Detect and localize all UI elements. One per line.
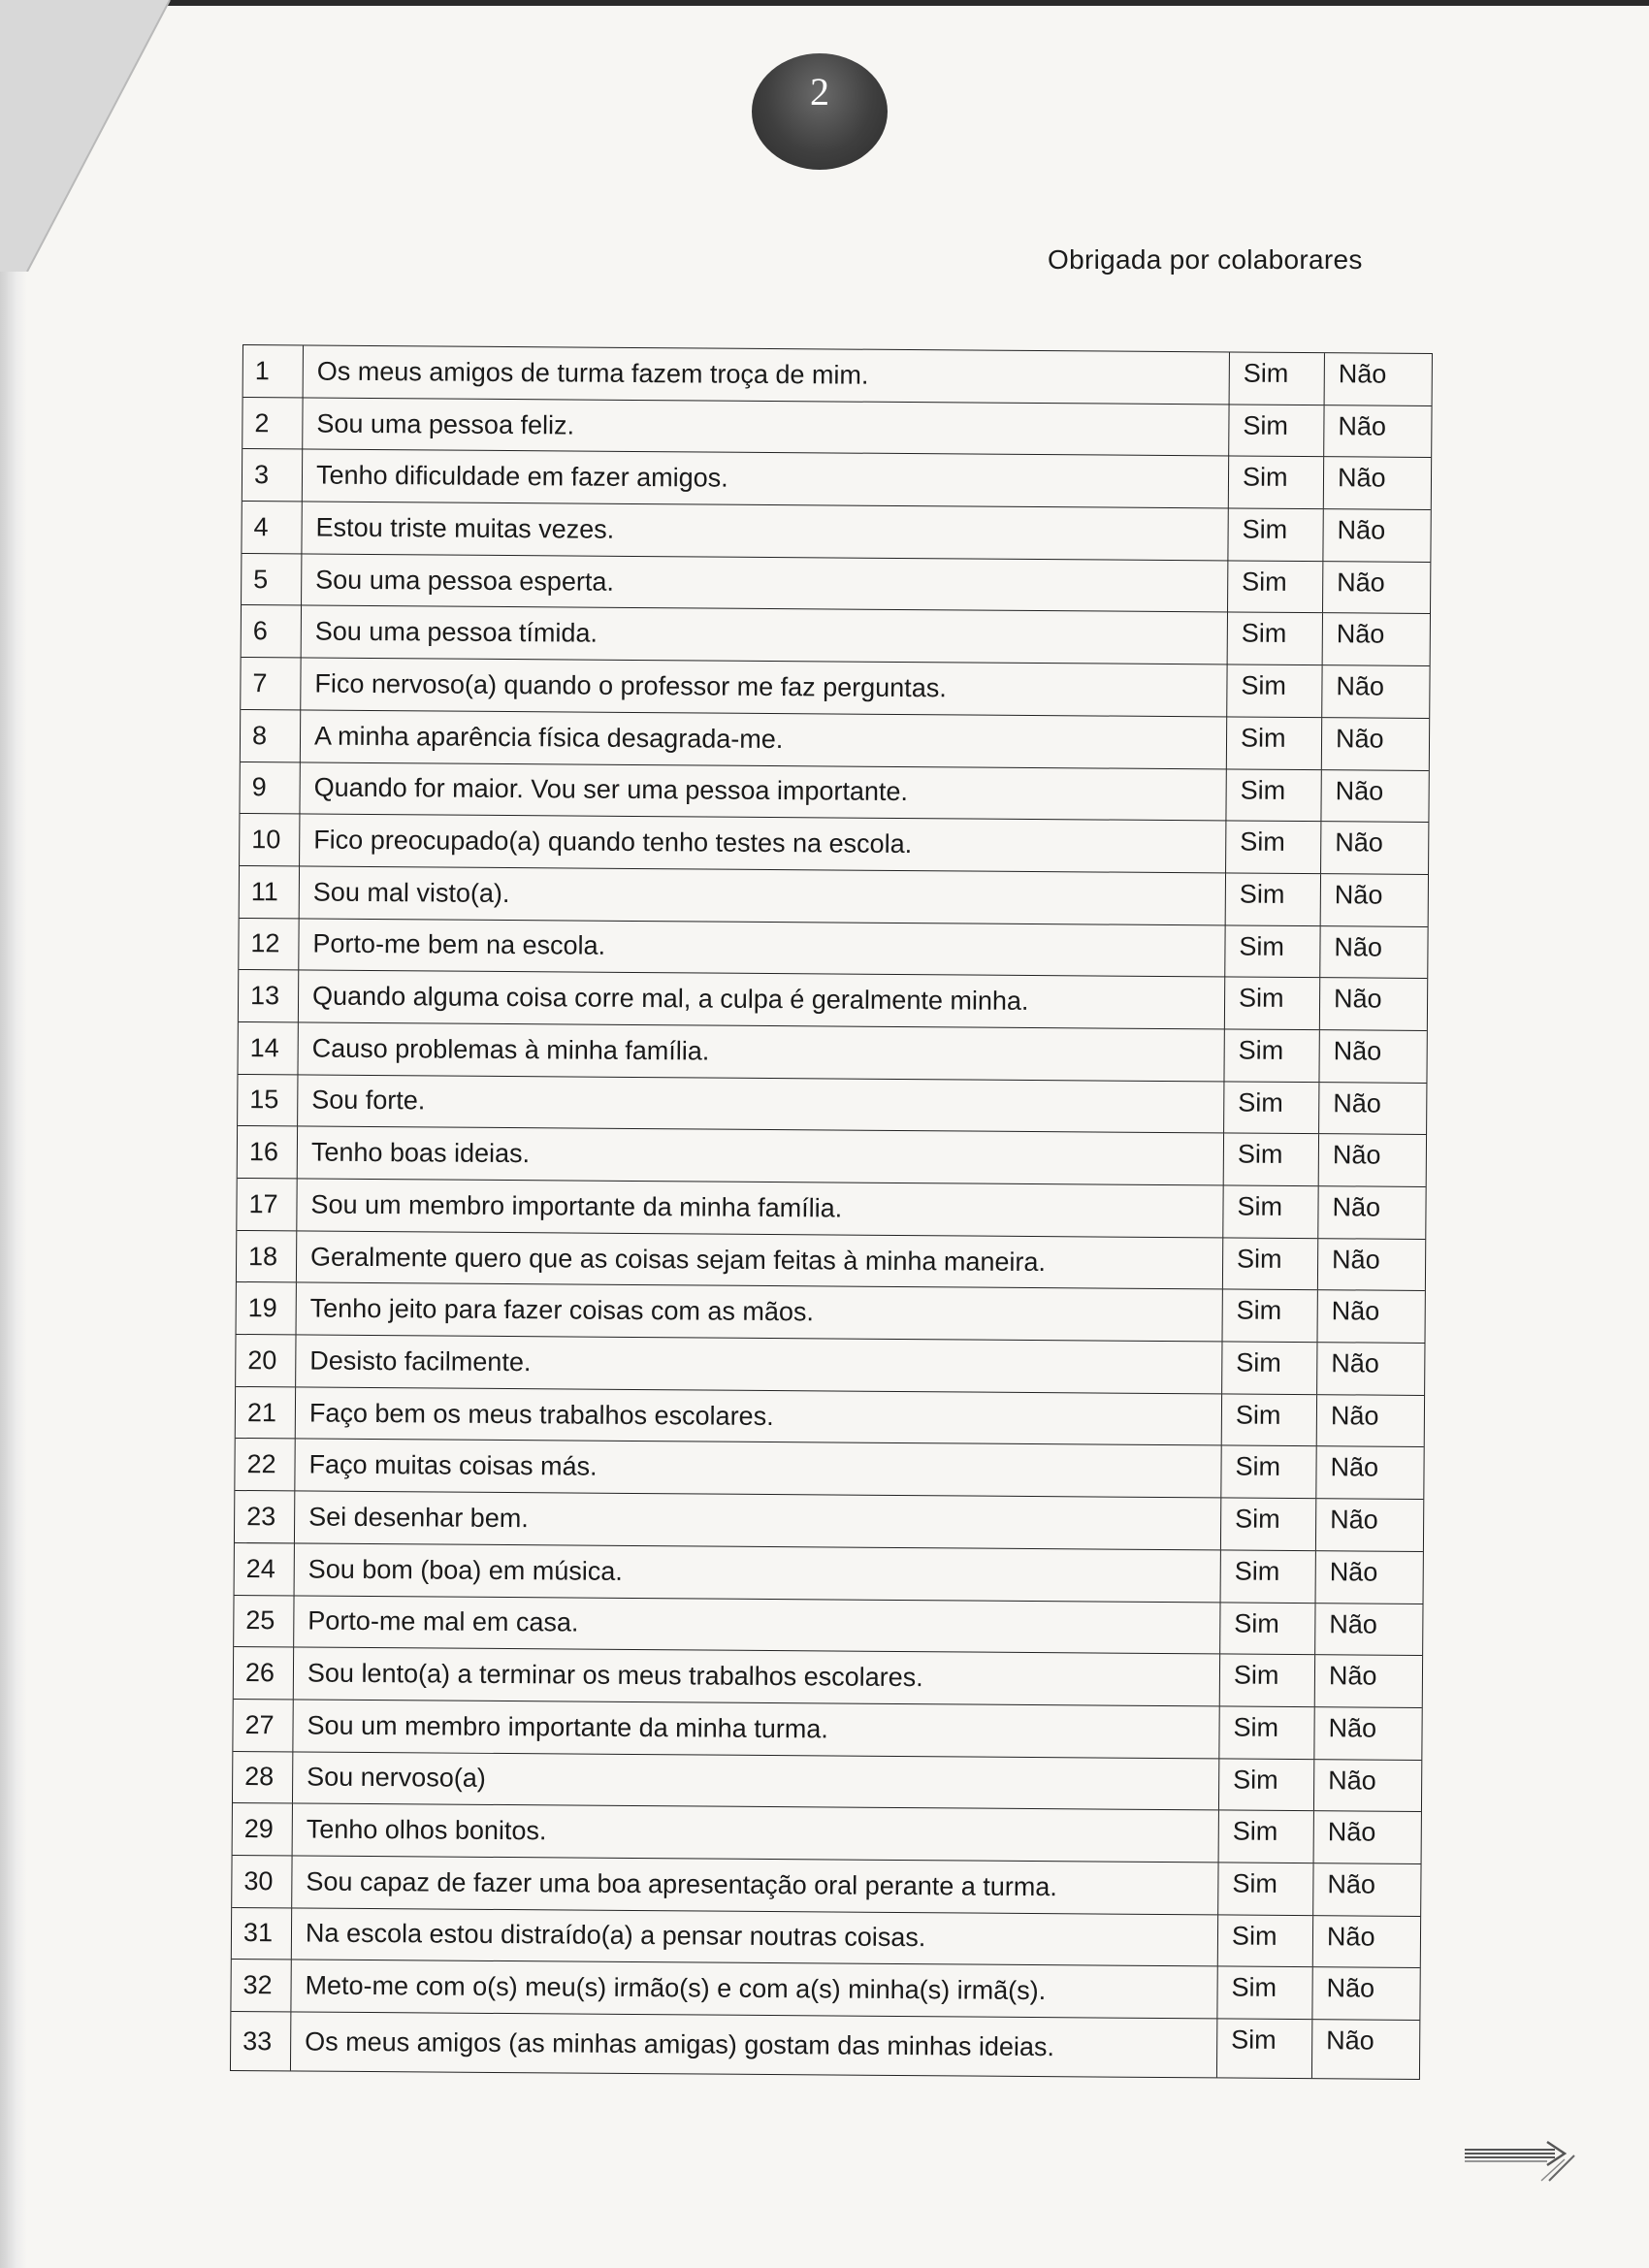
question-number: 27 <box>233 1700 293 1751</box>
question-row <box>238 1126 1426 1187</box>
page-number-badge <box>752 53 888 170</box>
question-row <box>240 866 1428 927</box>
answer-yes-option[interactable]: Sim <box>1224 1082 1319 1133</box>
arrow-right-icon <box>1460 2134 1576 2183</box>
question-text: Na escola estou distraído(a) a pensar noutras coisas. <box>292 1908 1218 1966</box>
answer-no-option[interactable]: Não <box>1333 1087 1381 1118</box>
answer-no-option[interactable]: Não <box>1327 1817 1376 1847</box>
page-number: 2 <box>810 70 829 113</box>
answer-yes-option[interactable]: Sim <box>1228 561 1323 612</box>
question-row <box>242 554 1430 615</box>
answer-yes-option[interactable]: Sim <box>1223 1185 1318 1237</box>
question-row <box>240 814 1428 875</box>
question-text: Sou bom (boa) em música. <box>295 1543 1221 1602</box>
answer-no-option[interactable]: Não <box>1332 1244 1380 1275</box>
question-number: 11 <box>240 866 300 918</box>
question-number: 10 <box>240 814 300 865</box>
question-number: 26 <box>234 1647 294 1699</box>
question-row <box>238 1022 1426 1084</box>
answer-yes-option[interactable]: Sim <box>1229 405 1324 456</box>
answer-yes-option[interactable]: Sim <box>1219 1811 1314 1863</box>
question-number: 32 <box>231 1960 291 2011</box>
question-number: 9 <box>240 761 300 813</box>
question-number: 6 <box>242 605 302 657</box>
question-number: 29 <box>233 1803 293 1855</box>
question-row <box>237 1282 1425 1344</box>
question-text: Sou um membro importante da minha família. <box>297 1179 1223 1237</box>
answer-no-option[interactable]: Não <box>1336 671 1385 701</box>
question-number: 22 <box>235 1439 295 1490</box>
answer-no-option[interactable]: Não <box>1326 1973 1375 2003</box>
answer-yes-option[interactable]: Sim <box>1228 613 1323 664</box>
question-number: 18 <box>237 1231 297 1282</box>
answer-no-option[interactable]: Não <box>1336 619 1385 650</box>
question-number: 14 <box>238 1022 298 1074</box>
question-text: Sou lento(a) a terminar os meus trabalhos escolares. <box>294 1648 1220 1706</box>
answer-yes-option[interactable]: Sim <box>1218 1915 1313 1966</box>
question-row <box>236 1335 1424 1396</box>
answer-yes-option[interactable]: Sim <box>1224 1029 1319 1081</box>
answer-yes-option[interactable]: Sim <box>1226 769 1321 821</box>
question-text: Os meus amigos de turma fazem troça de mim. <box>304 345 1230 404</box>
question-number: 20 <box>236 1335 296 1386</box>
answer-yes-option[interactable]: Sim <box>1230 352 1325 404</box>
question-number: 33 <box>231 2012 291 2070</box>
question-row <box>239 919 1427 980</box>
question-text: Sou uma pessoa feliz. <box>303 398 1229 456</box>
answer-no-option[interactable]: Não <box>1330 1401 1379 1431</box>
answer-no-option[interactable]: Não <box>1335 724 1384 754</box>
question-row <box>241 658 1429 719</box>
answer-no-option[interactable]: Não <box>1328 1765 1376 1796</box>
question-text: Os meus amigos (as minhas amigas) gostam das minhas ideias. <box>291 2012 1217 2077</box>
question-text: Porto-me mal em casa. <box>294 1596 1220 1654</box>
answer-yes-option[interactable]: Sim <box>1225 978 1320 1029</box>
question-number: 1 <box>243 345 304 397</box>
question-text: Sei desenhar bem. <box>295 1492 1221 1550</box>
question-number: 7 <box>241 658 301 709</box>
question-number: 13 <box>239 970 299 1021</box>
answer-no-option[interactable]: Não <box>1331 1296 1380 1326</box>
answer-no-option[interactable]: Não <box>1338 410 1387 441</box>
answer-no-option[interactable]: Não <box>1337 515 1386 545</box>
answer-no-option[interactable]: Não <box>1326 1921 1375 1952</box>
question-number: 21 <box>236 1387 296 1439</box>
answer-yes-option[interactable]: Sim <box>1229 457 1324 508</box>
answer-no-option[interactable]: Não <box>1329 1608 1378 1639</box>
answer-no-option[interactable]: Não <box>1327 1869 1376 1899</box>
question-number: 5 <box>242 554 302 605</box>
answer-yes-option[interactable]: Sim <box>1224 1134 1319 1185</box>
answer-yes-option[interactable]: Sim <box>1220 1603 1315 1654</box>
answer-yes-option[interactable]: Sim <box>1222 1394 1317 1445</box>
answer-yes-option[interactable]: Sim <box>1220 1655 1315 1706</box>
question-text: Quando for maior. Vou ser uma pessoa importante. <box>300 762 1226 821</box>
question-row <box>240 761 1428 823</box>
answer-yes-option[interactable]: Sim <box>1217 1967 1312 2019</box>
answer-yes-option[interactable]: Sim <box>1221 1499 1316 1550</box>
question-number: 2 <box>242 398 303 449</box>
question-text: Tenho dificuldade em fazer amigos. <box>303 450 1229 508</box>
question-row <box>237 1179 1425 1240</box>
answer-no-option[interactable]: Não <box>1330 1505 1378 1535</box>
scan-top-edge <box>0 0 1649 6</box>
question-row <box>236 1387 1424 1448</box>
answer-yes-option[interactable]: Sim <box>1217 2019 1312 2078</box>
answer-no-option[interactable]: Não <box>1328 1713 1377 1743</box>
answer-yes-option[interactable]: Sim <box>1227 665 1322 717</box>
question-row <box>242 605 1430 666</box>
question-number: 25 <box>234 1595 294 1646</box>
questionnaire-table <box>230 344 1433 2080</box>
question-row <box>237 1231 1425 1292</box>
question-row <box>231 2012 1419 2079</box>
answer-yes-option[interactable]: Sim <box>1218 1863 1313 1914</box>
question-text: Sou capaz de fazer uma boa apresentação oral perante a turma. <box>292 1856 1218 1914</box>
answer-yes-option[interactable]: Sim <box>1226 873 1321 924</box>
answer-yes-option[interactable]: Sim <box>1222 1290 1317 1342</box>
answer-no-option[interactable]: Não <box>1335 775 1384 806</box>
question-row <box>232 1856 1420 1917</box>
question-text: Geralmente quero que as coisas sejam feitas à minha maneira. <box>297 1231 1223 1289</box>
question-text: Sou nervoso(a) <box>293 1752 1219 1810</box>
question-text: Estou triste muitas vezes. <box>302 502 1228 561</box>
question-row <box>235 1543 1423 1604</box>
question-text: Causo problemas à minha família. <box>298 1022 1224 1081</box>
answer-yes-option[interactable]: Sim <box>1221 1446 1316 1498</box>
question-text: Porto-me bem na escola. <box>299 919 1225 977</box>
question-row <box>242 449 1431 510</box>
question-row <box>238 1075 1426 1136</box>
answer-no-option[interactable]: Não <box>1333 984 1382 1014</box>
answer-no-option[interactable]: Não <box>1330 1452 1379 1483</box>
question-text: Quando alguma coisa corre mal, a culpa é geralmente minha. <box>299 971 1225 1029</box>
page-fold-corner <box>0 0 194 272</box>
question-number: 23 <box>235 1491 295 1542</box>
answer-no-option[interactable]: Não <box>1332 1140 1381 1170</box>
question-row <box>235 1439 1423 1500</box>
answer-yes-option[interactable]: Sim <box>1222 1342 1317 1393</box>
question-number: 16 <box>238 1126 298 1178</box>
question-number: 19 <box>237 1282 297 1334</box>
answer-yes-option[interactable]: Sim <box>1219 1759 1314 1810</box>
answer-no-option[interactable]: Não <box>1337 463 1386 494</box>
answer-yes-option[interactable]: Sim <box>1223 1238 1318 1289</box>
answer-yes-option[interactable]: Sim <box>1225 925 1320 977</box>
question-text: Faço bem os meus trabalhos escolares. <box>296 1387 1222 1445</box>
question-number: 28 <box>233 1752 293 1803</box>
answer-yes-option[interactable]: Sim <box>1221 1550 1316 1602</box>
answer-no-option[interactable]: Não <box>1338 359 1387 389</box>
question-text: Fico nervoso(a) quando o professor me faz perguntas. <box>301 659 1227 717</box>
thanks-note: Obrigada por colaborares <box>1048 244 1363 275</box>
question-text: Sou um membro importante da minha turma. <box>293 1700 1219 1758</box>
question-row <box>239 970 1427 1031</box>
question-row <box>233 1752 1421 1813</box>
question-text: A minha aparência física desagrada-me. <box>301 710 1227 768</box>
question-number: 15 <box>238 1075 298 1126</box>
question-text: Sou uma pessoa esperta. <box>302 554 1228 612</box>
question-number: 24 <box>235 1543 295 1595</box>
question-row <box>234 1595 1422 1656</box>
answer-no-option[interactable]: Não <box>1331 1348 1379 1378</box>
question-text: Tenho jeito para fazer coisas com as mãos. <box>297 1283 1223 1342</box>
question-row <box>233 1700 1421 1761</box>
question-row <box>242 398 1431 459</box>
question-row <box>243 345 1432 406</box>
question-number: 17 <box>237 1179 297 1230</box>
answer-no-option[interactable]: Não <box>1334 931 1383 962</box>
answer-no-option[interactable]: Não <box>1337 567 1385 598</box>
answer-yes-option[interactable]: Sim <box>1228 509 1323 561</box>
question-text: Faço muitas coisas más. <box>295 1440 1221 1498</box>
question-row <box>242 502 1430 563</box>
answer-no-option[interactable]: Não <box>1326 2025 1374 2056</box>
question-number: 8 <box>241 710 301 761</box>
question-number: 12 <box>239 919 299 970</box>
question-number: 30 <box>232 1856 292 1907</box>
question-row <box>232 1908 1420 1969</box>
answer-no-option[interactable]: Não <box>1334 880 1383 910</box>
answer-no-option[interactable]: Não <box>1335 827 1383 858</box>
question-text: Sou forte. <box>298 1075 1224 1133</box>
question-row <box>241 710 1429 771</box>
question-text: Fico preocupado(a) quando tenho testes na escola. <box>300 815 1226 873</box>
question-number: 3 <box>242 449 303 501</box>
question-text: Tenho olhos bonitos. <box>293 1804 1219 1863</box>
answer-yes-option[interactable]: Sim <box>1219 1706 1314 1758</box>
answer-yes-option[interactable]: Sim <box>1226 822 1321 873</box>
answer-no-option[interactable]: Não <box>1328 1661 1377 1691</box>
question-text: Sou mal visto(a). <box>300 866 1226 924</box>
answer-no-option[interactable]: Não <box>1332 1192 1381 1222</box>
question-row <box>234 1647 1422 1708</box>
question-row <box>235 1491 1423 1552</box>
question-text: Desisto facilmente. <box>296 1335 1222 1393</box>
question-text: Tenho boas ideias. <box>298 1127 1224 1185</box>
question-text: Sou uma pessoa tímida. <box>302 606 1228 664</box>
question-number: 31 <box>232 1908 292 1960</box>
answer-no-option[interactable]: Não <box>1329 1557 1378 1587</box>
answer-no-option[interactable]: Não <box>1333 1036 1382 1066</box>
question-text: Meto-me com o(s) meu(s) irmão(s) e com a(s) minha(s) irmã(s). <box>291 1960 1217 2019</box>
question-row <box>233 1803 1421 1864</box>
answer-yes-option[interactable]: Sim <box>1227 717 1322 768</box>
question-number: 4 <box>242 502 302 553</box>
scan-left-edge <box>0 0 27 2268</box>
question-row <box>231 1960 1419 2021</box>
